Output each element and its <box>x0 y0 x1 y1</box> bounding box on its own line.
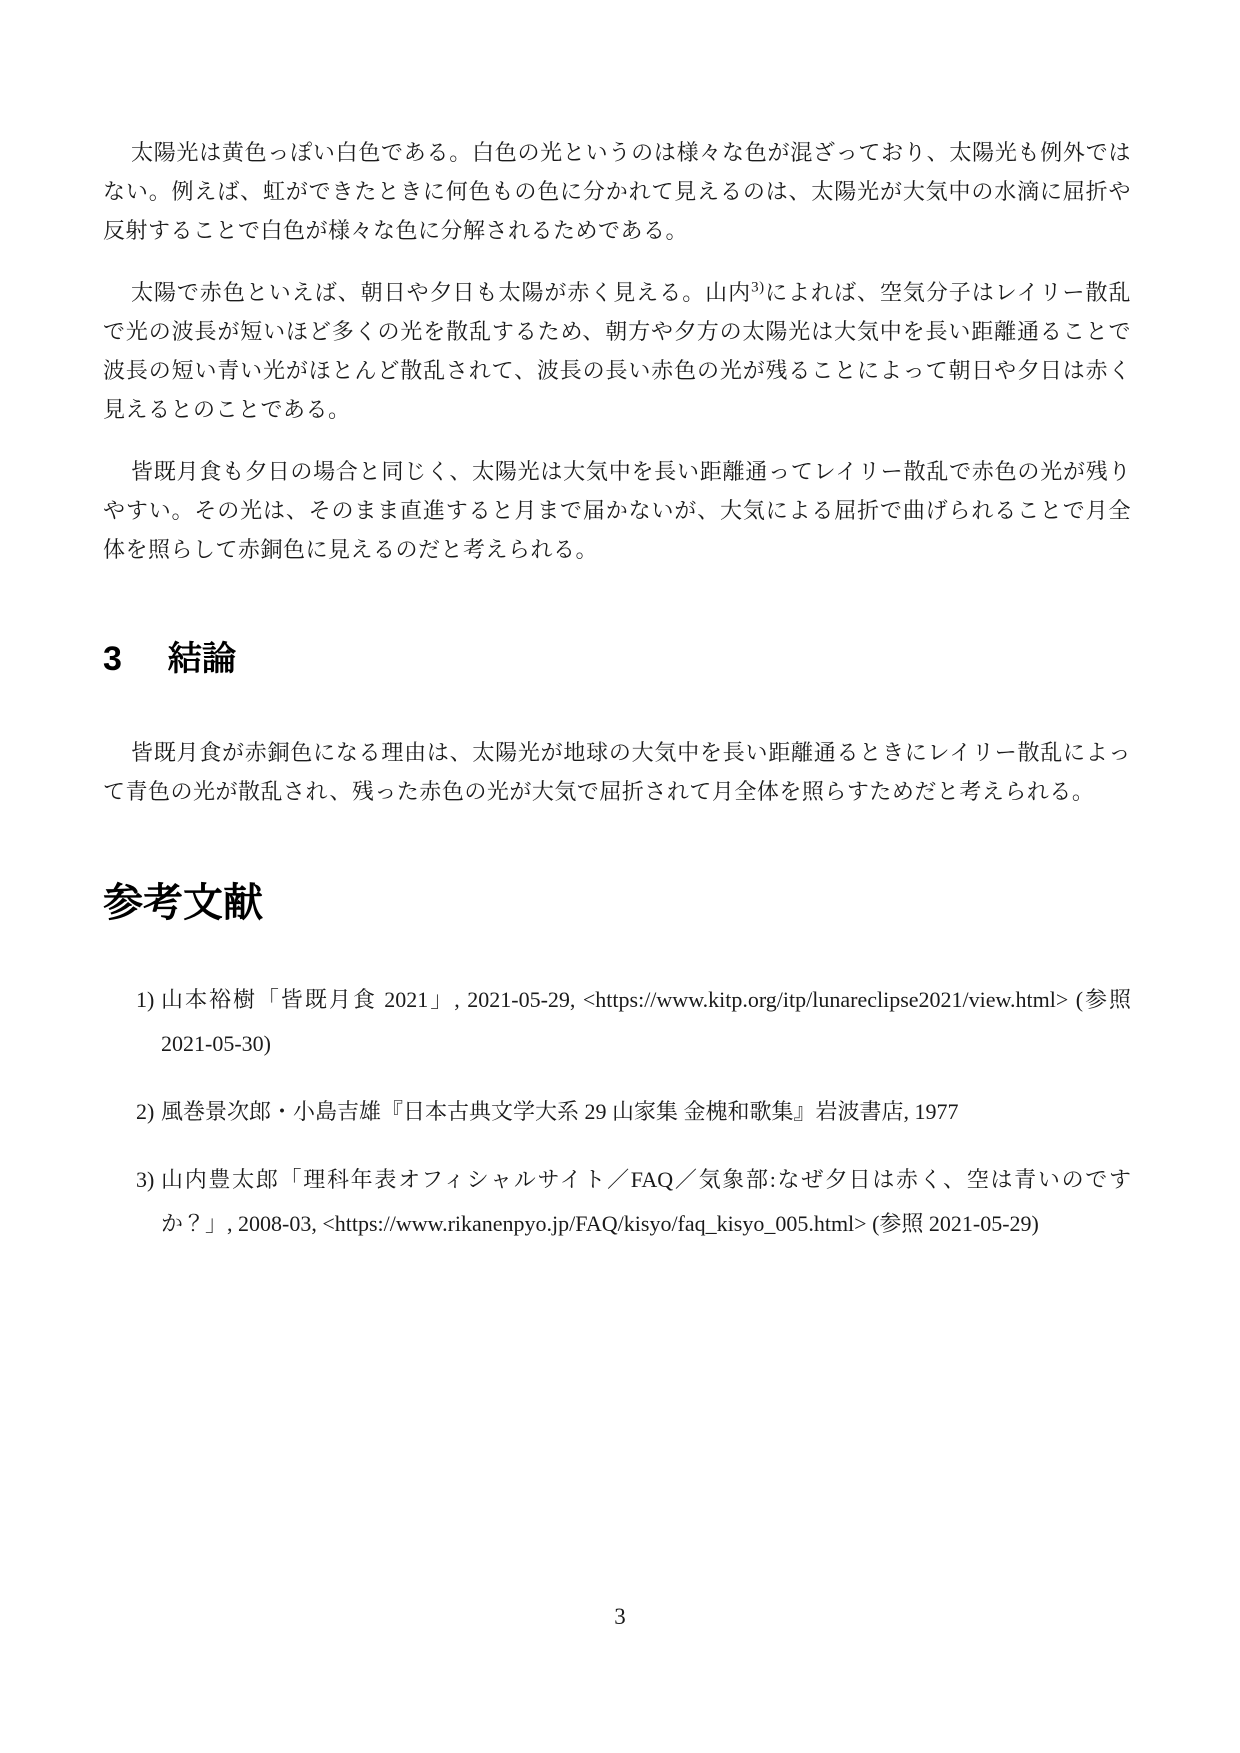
paragraph-sunlight-white: 太陽光は黄色っぽい白色である。白色の光というのは様々な色が混ざっており、太陽光も例外ではない。例えば、虹ができたときに何色もの色に分かれて見えるのは、太陽光が大気中の水滴に屈折や反射することで白色が様々な色に分解されるためである。 <box>103 140 1131 243</box>
citation-superscript-3: 3) <box>751 279 765 296</box>
reference-text <box>161 978 1131 1066</box>
reference-number: 1) <box>136 987 155 1012</box>
paragraph-lunar-eclipse: 皆既月食も夕日の場合と同じく、太陽光は大気中を長い距離通ってレイリー散乱で赤色の光が残りやすい。その光は、そのまま直進すると月まで届かないが、大気による屈折で曲げられることで月全体を照らして赤銅色に見えるのだと考えられる。 <box>103 459 1131 562</box>
reference-text <box>161 1090 1131 1134</box>
reference-access-date: (参照 2021-05-29) <box>866 1211 1039 1236</box>
reference-item-1 <box>136 978 1131 1066</box>
section-number: 3 <box>103 640 122 678</box>
reference-list <box>103 978 1131 1246</box>
paragraph-red-sun <box>103 273 1131 429</box>
reference-item-2 <box>136 1090 1131 1134</box>
reference-url: <https://www.kitp.org/itp/lunareclipse2021/view.html> <box>582 987 1069 1012</box>
reference-text <box>161 1158 1131 1246</box>
references-heading: 参考文献 <box>103 881 263 925</box>
page-number: 3 <box>614 1604 626 1629</box>
reference-number: 3) <box>136 1167 155 1192</box>
page-content <box>103 133 1131 1270</box>
page-footer <box>0 1600 1240 1634</box>
section-title: 結論 <box>167 640 236 678</box>
reference-item-3 <box>136 1158 1131 1246</box>
section-heading-conclusion <box>103 639 1131 679</box>
paragraph-red-sun-text-after-citation: によれば、空気分子はレイリー散乱で光の波長が短いほど多くの光を散乱するため、朝方や夕方の太陽光は大気中を長い距離通ることで波長の短い青い光がほとんど散乱されて、波長の長い赤色の光が残ることによって朝日や夕日は赤く見えるとのことである。 <box>103 280 1131 422</box>
reference-number: 2) <box>136 1099 155 1124</box>
reference-citation-text: 山内豊太郎「理科年表オフィシャルサイト／FAQ／気象部:なぜ夕日は赤く、空は青いのですか？」, 2008-03, <box>161 1167 1131 1236</box>
reference-access-date: (参照 2021-05-30) <box>161 987 1132 1056</box>
reference-url: <https://www.rikanenpyo.jp/FAQ/kisyo/faq_kisyo_005.html> <box>322 1211 867 1236</box>
paragraph-conclusion: 皆既月食が赤銅色になる理由は、太陽光が地球の大気中を長い距離通るときにレイリー散乱によって青色の光が散乱され、残った赤色の光が大気で屈折されて月全体を照らすためだと考えられる。 <box>103 740 1131 804</box>
reference-citation-text: 風巻景次郎・小島吉雄『日本古典文学大系 29 山家集 金槐和歌集』岩波書店, 1977 <box>161 1099 959 1124</box>
paragraph-red-sun-text-before-citation: 太陽で赤色といえば、朝日や夕日も太陽が赤く見える。山内 <box>131 280 752 305</box>
reference-citation-text: 山本裕樹「皆既月食 2021」, 2021-05-29, <box>161 987 583 1012</box>
